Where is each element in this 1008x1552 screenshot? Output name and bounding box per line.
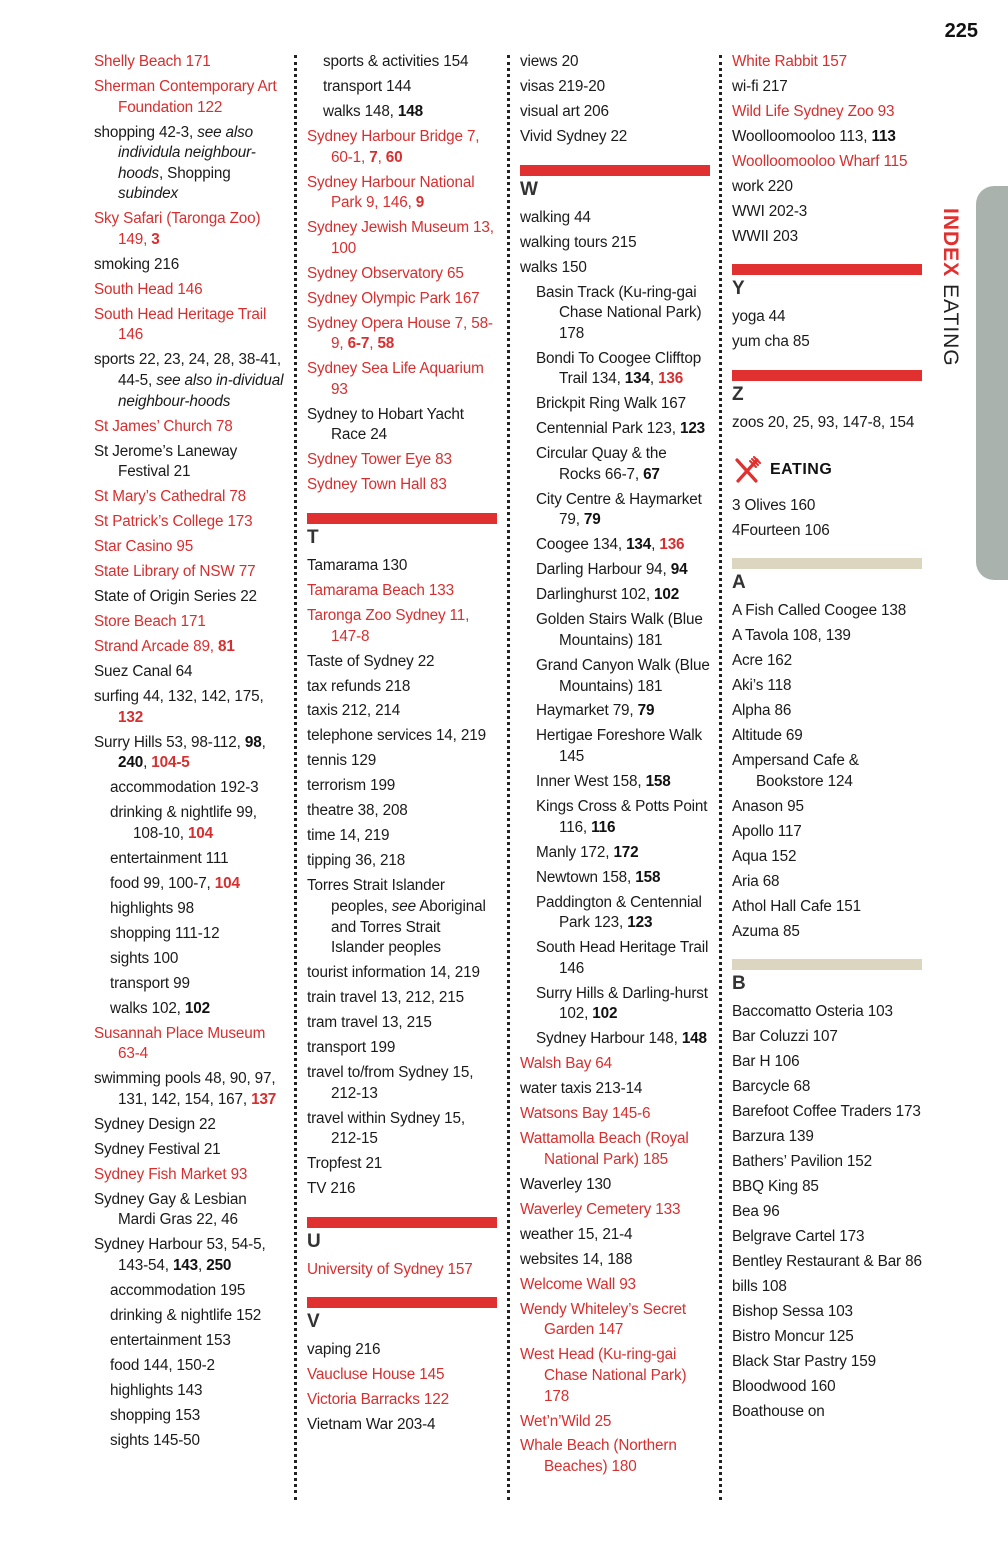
section-bar [520, 165, 710, 176]
index-subentry: Centennial Park 123, 123 [536, 420, 706, 438]
index-entry: shopping 42-3, see also individula neighbour-hoods, Shopping subindex [94, 123, 256, 203]
index-entry: Sydney Harbour National Park 9, 146, 9 [307, 173, 475, 212]
index-entry: A Tavola 108, 139 [732, 627, 851, 645]
index-subentry: entertainment 111 [110, 849, 229, 867]
index-entry: Vaucluse House 145 [307, 1366, 445, 1384]
index-entry: Taronga Zoo Sydney 11, 147-8 [307, 606, 470, 645]
index-subentry: shopping 153 [110, 1406, 201, 1424]
index-subentry: accommodation 195 [110, 1281, 246, 1299]
index-entry: Sydney Harbour Bridge 7, 60-1, 7, 60 [307, 127, 480, 166]
index-subentry: Manly 172, 172 [536, 843, 639, 861]
index-entry: 4Fourteen 106 [732, 521, 830, 539]
index-entry: Vivid Sydney 22 [520, 127, 628, 145]
index-entry: Sydney Town Hall 83 [307, 476, 447, 494]
index-entry: Sydney Fish Market 93 [94, 1165, 248, 1183]
index-entry: Boathouse on [732, 1402, 825, 1420]
index-entry: Whale Beach (Northern Beaches) 180 [520, 1437, 677, 1476]
index-entry: zoos 20, 25, 93, 147-8, 154 [732, 414, 915, 432]
index-entry: Barcycle 68 [732, 1078, 811, 1096]
index-entry: Vietnam War 203-4 [307, 1416, 436, 1434]
index-entry: views 20 [520, 53, 579, 70]
index-entry: South Head 146 [94, 280, 203, 298]
index-subentry: transport 144 [323, 77, 412, 95]
index-subentry: drinking & nightlife 152 [110, 1306, 262, 1324]
index-entry: Wet’n’Wild 25 [520, 1412, 612, 1430]
index-entry: Waverley 130 [520, 1175, 612, 1193]
section-bar [732, 370, 922, 381]
section-letter: B [732, 973, 746, 995]
letter-header [732, 558, 922, 595]
index-subentry: highlights 143 [110, 1381, 203, 1399]
eating-heading: EATING [770, 461, 833, 479]
index-entry: Athol Hall Cafe 151 [732, 897, 861, 915]
index-entry: Bishop Sessa 103 [732, 1303, 853, 1321]
index-entry: Bea 96 [732, 1203, 780, 1221]
index-entry: Bathers’ Pavilion 152 [732, 1153, 872, 1171]
index-entry: Tamarama 130 [307, 556, 408, 574]
index-entry: Wild Life Sydney Zoo 93 [732, 102, 895, 120]
index-entry: WWII 203 [732, 227, 798, 245]
index-entry: Sydney Tower Eye 83 [307, 451, 452, 469]
index-entry: Suez Canal 64 [94, 663, 193, 681]
index-entry: Watsons Bay 145-6 [520, 1105, 651, 1123]
index-entry: TV 216 [307, 1180, 356, 1198]
index-entry: 3 Olives 160 [732, 496, 816, 514]
index-entry: Bar Coluzzi 107 [732, 1028, 838, 1046]
index-subentry: Sydney Harbour 148, 148 [536, 1030, 707, 1048]
index-subentry: sights 100 [110, 949, 179, 967]
index-entry: Azuma 85 [732, 922, 800, 940]
index-entry: Tropfest 21 [307, 1155, 383, 1173]
index-entry: yum cha 85 [732, 333, 810, 351]
index-subentry: Surry Hills & Darling-hurst 102, 102 [536, 984, 708, 1023]
index-column-4 [732, 52, 922, 1502]
index-entry: Apollo 117 [732, 822, 802, 840]
section-letter: Y [732, 278, 745, 300]
index-entry: Sydney Harbour 53, 54-5, 143-54, 143, 250 [94, 1236, 266, 1274]
index-subentry: Darlinghurst 102, 102 [536, 586, 680, 604]
index-subentry: Hertigae Foreshore Walk 145 [536, 727, 703, 766]
section-tab-label [938, 208, 962, 367]
index-entry: Sydney Jewish Museum 13, 100 [307, 219, 494, 257]
section-bar [307, 1217, 497, 1228]
index-entry: Victoria Barracks 122 [307, 1391, 449, 1409]
index-entry: yoga 44 [732, 308, 786, 326]
index-entry: Sherman Contemporary Art Foundation 122 [94, 77, 277, 116]
index-entry: Woolloomooloo Wharf 115 [732, 152, 908, 170]
index-subentry: Inner West 158, 158 [536, 773, 671, 791]
index-entry: Walsh Bay 64 [520, 1055, 613, 1073]
tab-highlight: INDEX [939, 208, 962, 278]
index-entry: Store Beach 171 [94, 613, 206, 631]
index-subentry: Brickpit Ring Walk 167 [536, 395, 687, 413]
index-entry: water taxis 213-14 [520, 1080, 643, 1098]
index-entry: Ampersand Cafe & Bookstore 124 [732, 752, 859, 790]
index-subentry: Basin Track (Ku-ring-gai Chase National Park) 178 [536, 283, 702, 342]
index-entry: St Jerome’s Laneway Festival 21 [94, 442, 238, 481]
index-entry: Belgrave Cartel 173 [732, 1228, 865, 1246]
index-entry: A Fish Called Coogee 138 [732, 602, 907, 620]
section-bar [307, 1297, 497, 1308]
index-entry: transport 199 [307, 1039, 396, 1057]
index-entry: St James’ Church 78 [94, 417, 233, 435]
index-entry: travel within Sydney 15, 212-15 [307, 1109, 465, 1148]
index-subentry: transport 99 [110, 974, 190, 992]
letter-header [732, 264, 922, 301]
section-bar [307, 513, 497, 524]
index-entry: BBQ King 85 [732, 1178, 819, 1196]
index-column-3 [520, 52, 710, 1502]
index-subentry: Grand Canyon Walk (Blue Mountains) 181 [536, 656, 710, 695]
column-divider [294, 55, 297, 1500]
index-subentry: drinking & nightlife 99, 108-10, 104 [110, 804, 257, 842]
section-letter: T [307, 526, 319, 548]
section-bar [732, 558, 922, 569]
index-entry: Wattamolla Beach (Royal National Park) 185 [520, 1130, 689, 1168]
index-entry: Torres Strait Islander peoples, see Aboriginal and Torres Strait Islander peoples [307, 877, 486, 957]
index-entry: Bentley Restaurant & Bar 86 [732, 1253, 922, 1271]
letter-header [732, 959, 922, 996]
index-entry: walking tours 215 [520, 233, 637, 251]
index-subentry: accommodation 192-3 [110, 779, 259, 797]
index-subentry: Circular Quay & the Rocks 66-7, 67 [536, 445, 667, 483]
index-subentry: Haymarket 79, 79 [536, 702, 655, 720]
section-tab [976, 186, 1008, 580]
index-entry: St Patrick’s College 173 [94, 513, 253, 531]
index-entry: Bar H 106 [732, 1053, 800, 1071]
index-entry: Welcome Wall 93 [520, 1275, 636, 1293]
index-entry: bills 108 [732, 1278, 787, 1296]
index-entry: Black Star Pastry 159 [732, 1353, 876, 1371]
letter-header [307, 1217, 497, 1254]
index-subentry: entertainment 153 [110, 1331, 231, 1349]
index-entry: taxis 212, 214 [307, 702, 401, 720]
index-entry: Acre 162 [732, 652, 793, 670]
index-entry: websites 14, 188 [520, 1250, 633, 1268]
index-entry: West Head (Ku-ring-gai Chase National Park) 178 [520, 1346, 687, 1405]
letter-header [307, 1297, 497, 1334]
index-subentry: walks 102, 102 [110, 999, 210, 1017]
fork-knife-icon [732, 456, 762, 486]
index-entry: Aqua 152 [732, 847, 797, 865]
index-entry: visual art 206 [520, 102, 609, 120]
index-entry: Waverley Cemetery 133 [520, 1200, 681, 1218]
index-entry: Barzura 139 [732, 1128, 814, 1146]
index-entry: time 14, 219 [307, 827, 390, 845]
section-letter: U [307, 1230, 321, 1252]
index-entry: Shelly Beach 171 [94, 53, 211, 70]
index-subentry: food 144, 150-2 [110, 1356, 215, 1374]
column-divider [719, 55, 722, 1500]
index-subentry: Newtown 158, 158 [536, 868, 661, 886]
index-entry: Sydney Sea Life Aquarium 93 [307, 360, 484, 398]
index-entry: Sydney Gay & Lesbian Mardi Gras 22, 46 [94, 1190, 247, 1229]
index-subentry: Kings Cross & Potts Point 116, 116 [536, 798, 708, 836]
index-subentry: sights 145-50 [110, 1431, 200, 1449]
index-entry: State Library of NSW 77 [94, 563, 256, 581]
index-entry: Sydney Design 22 [94, 1115, 216, 1133]
index-subentry: Paddington & Centennial Park 123, 123 [536, 893, 702, 932]
index-entry: visas 219-20 [520, 77, 605, 95]
index-entry: Sydney Festival 21 [94, 1140, 221, 1158]
index-column-2 [307, 52, 497, 1502]
index-entry: South Head Heritage Trail 146 [94, 305, 267, 344]
index-entry: Taste of Sydney 22 [307, 652, 435, 670]
index-entry: train travel 13, 212, 215 [307, 989, 464, 1007]
index-entry: theatre 38, 208 [307, 802, 408, 820]
section-letter: V [307, 1311, 320, 1333]
index-entry: weather 15, 21-4 [520, 1225, 633, 1243]
index-entry: Woolloomooloo 113, 113 [732, 127, 896, 145]
index-entry: Strand Arcade 89, 81 [94, 638, 235, 656]
index-entry: Sky Safari (Taronga Zoo) 149, 3 [94, 210, 261, 248]
index-entry: vaping 216 [307, 1341, 381, 1359]
eating-subindex-header [732, 456, 922, 486]
index-entry: work 220 [732, 177, 793, 195]
index-entry: Bloodwood 160 [732, 1378, 836, 1395]
index-subentry: walks 148, 148 [323, 102, 423, 120]
index-entry: University of Sydney 157 [307, 1260, 473, 1278]
index-entry: Anason 95 [732, 797, 804, 815]
index-entry: smoking 216 [94, 255, 180, 273]
index-entry: tennis 129 [307, 752, 377, 770]
index-column-1 [94, 52, 284, 1502]
letter-header [307, 513, 497, 550]
section-letter: A [732, 572, 746, 594]
index-entry: White Rabbit 157 [732, 53, 847, 70]
index-subentry: shopping 111-12 [110, 924, 220, 942]
index-entry: sports 22, 23, 24, 28, 38-41, 44-5, see also in-dividual neighbour-hoods [94, 351, 284, 410]
index-entry: walks 150 [520, 258, 587, 276]
index-entry: Wendy Whiteley’s Secret Garden 147 [520, 1300, 687, 1339]
index-entry: St Mary’s Cathedral 78 [94, 488, 247, 506]
index-entry: Barefoot Coffee Traders 173 [732, 1103, 921, 1121]
index-entry: tipping 36, 218 [307, 852, 406, 870]
index-entry: State of Origin Series 22 [94, 588, 257, 606]
index-subentry: Golden Stairs Walk (Blue Mountains) 181 [536, 611, 703, 649]
index-entry: travel to/from Sydney 15, 212-13 [307, 1064, 474, 1102]
index-entry: telephone services 14, 219 [307, 727, 486, 745]
index-entry: Sydney to Hobart Yacht Race 24 [307, 405, 464, 444]
page-number: 225 [944, 20, 978, 42]
index-subentry: City Centre & Haymarket 79, 79 [536, 490, 702, 529]
index-entry: Sydney Opera House 7, 58-9, 6-7, 58 [307, 314, 493, 353]
index-entry: wi-fi 217 [732, 77, 788, 95]
index-entry: swimming pools 48, 90, 97, 131, 142, 154, 167, 137 [94, 1070, 277, 1108]
section-letter: Z [732, 384, 744, 406]
index-entry: tax refunds 218 [307, 677, 411, 695]
index-entry: tourist information 14, 219 [307, 964, 480, 982]
column-divider [507, 55, 510, 1500]
index-subentry: Darling Harbour 94, 94 [536, 561, 688, 579]
index-subentry: South Head Heritage Trail 146 [536, 939, 709, 977]
index-subentry: Coogee 134, 134, 136 [536, 536, 685, 554]
index-entry: Sydney Observatory 65 [307, 264, 464, 282]
index-entry: Aki’s 118 [732, 677, 792, 695]
index-subentry: Bondi To Coogee Clifftop Trail 134, 134, 136 [536, 349, 702, 388]
index-entry: terrorism 199 [307, 777, 396, 795]
section-bar [732, 959, 922, 970]
section-bar [732, 264, 922, 275]
index-entry: Surry Hills 53, 98-112, 98, 240, 104-5 [94, 733, 266, 772]
section-letter: W [520, 178, 538, 200]
index-entry: Star Casino 95 [94, 538, 194, 556]
index-entry: Altitude 69 [732, 727, 803, 745]
index-entry: Baccomatto Osteria 103 [732, 1003, 893, 1021]
tab-section: EATING [939, 284, 962, 367]
index-entry: Tamarama Beach 133 [307, 581, 454, 599]
index-entry: Aria 68 [732, 872, 780, 890]
index-entry: WWI 202-3 [732, 202, 808, 220]
index-entry: walking 44 [520, 208, 591, 226]
index-entry: Bistro Moncur 125 [732, 1328, 854, 1346]
index-subentry: highlights 98 [110, 899, 194, 917]
index-entry: Alpha 86 [732, 702, 792, 720]
index-entry: Sydney Olympic Park 167 [307, 289, 480, 307]
index-entry: tram travel 13, 215 [307, 1014, 432, 1032]
index-entry: Susannah Place Museum 63-4 [94, 1024, 266, 1063]
index-entry: surfing 44, 132, 142, 175, 132 [94, 688, 264, 726]
letter-header [732, 370, 922, 407]
index-subentry: food 99, 100-7, 104 [110, 874, 240, 892]
index-subentry: sports & activities 154 [323, 53, 469, 70]
letter-header [520, 165, 710, 202]
